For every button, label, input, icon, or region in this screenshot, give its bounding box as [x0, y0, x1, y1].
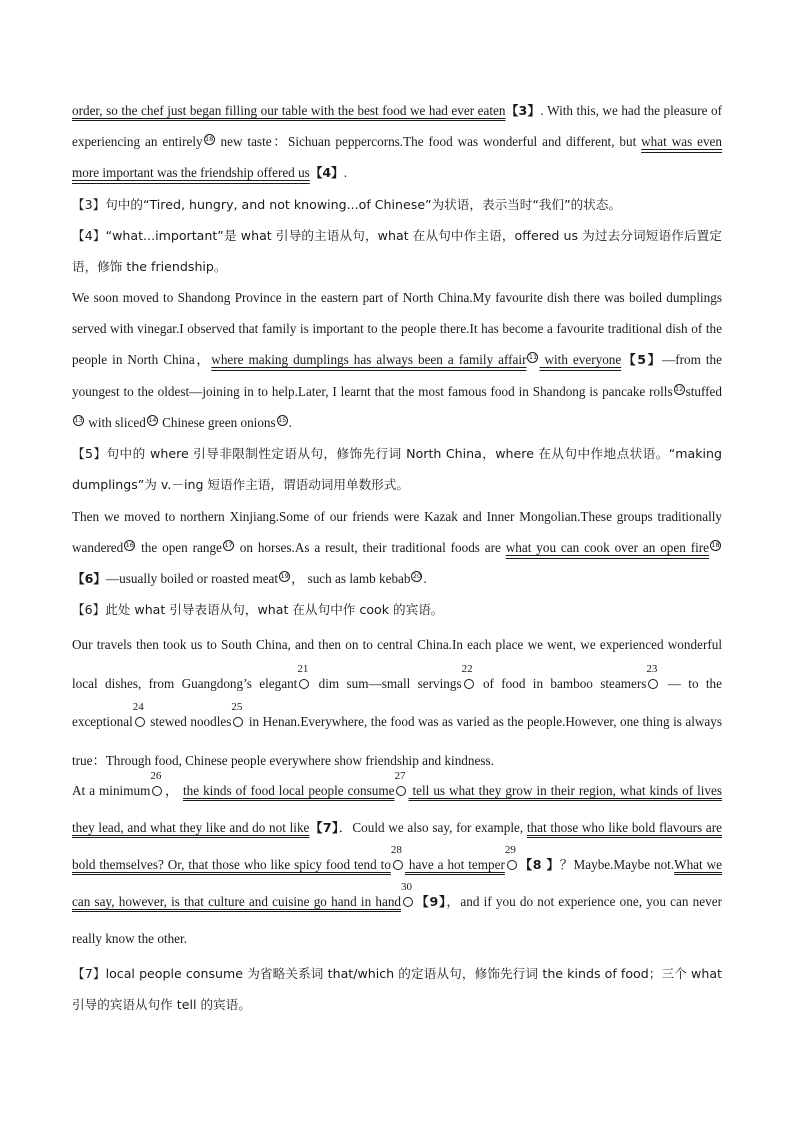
underlined-sentence: the kinds of food local people consume: [182, 783, 395, 798]
footnote-circle-marker: 18: [711, 541, 720, 550]
reference-marker: 【9】: [415, 894, 447, 909]
text-run: new taste：Sichuan peppercorns.The food was wonderful and different, but: [215, 134, 642, 150]
underlined-sentence: what was even more important was the friendship offered us: [72, 134, 722, 181]
footnote-circle-marker: 18: [205, 135, 214, 144]
marker-circle: [152, 786, 162, 796]
reference-marker: 【7】: [309, 820, 339, 835]
marker-circle: [403, 897, 413, 907]
footnote-circle-marker: 19: [280, 572, 289, 581]
numbered-circle-marker: [390, 844, 404, 871]
numbered-circle-marker: [150, 770, 163, 797]
text-run: .: [288, 414, 292, 430]
text-run: stewed noodles: [146, 714, 232, 729]
underlined-sentence: have a hot temper: [404, 857, 505, 872]
text-run: dim sum—small servings: [311, 675, 462, 691]
footnote-circle-marker: 17: [224, 541, 233, 550]
marker-number: 30: [401, 881, 413, 893]
annotation-note-4: 【4】“what...important”是 what 引导的主语从句，what 在从句中作主语，offered us 为过去分词短语作后置定语，修饰 the friendship。: [72, 228, 722, 275]
passage-paragraph-1: [72, 95, 722, 189]
numbered-circle-marker: [394, 770, 407, 797]
text-run: . With this, we had the pleasure of experiencing an entirely: [72, 103, 722, 150]
marker-number: 26: [150, 770, 162, 782]
marker-number: 28: [390, 844, 402, 856]
underlined-sentence: where making dumplings has always been a family affair: [211, 352, 527, 368]
footnote-circle-marker: 12: [674, 384, 684, 393]
reference-marker: 【5】: [621, 352, 663, 368]
annotation-note-3: 【3】句中的“Tired, hungry, and not knowing...of Chinese”为状语，表示当时“我们”的状态。: [72, 197, 621, 212]
marker-number: 21: [297, 662, 309, 675]
marker-circle: [233, 717, 243, 727]
marker-number: 24: [132, 701, 144, 713]
marker-circle: [396, 786, 406, 796]
footnote-circle-marker: 20: [412, 572, 422, 581]
footnote-circle-marker: 14: [148, 415, 157, 424]
text-run: ，: [164, 783, 183, 798]
text-run: on horses.As a result, their traditional foods are: [234, 540, 506, 556]
text-run: with sliced: [85, 414, 146, 430]
text-run: Our travels then took us to South China, and then on to central China.In each place we went, we experienced wonderful local dishes, from Guangdong’s elegant: [72, 637, 722, 691]
reference-marker: 【4】: [309, 165, 344, 181]
text-run: — to the exceptional: [72, 675, 722, 729]
text-run: —from the youngest to the oldest—joining in to help.Later, I learnt that the most famous food in Shandong is pancake rolls: [72, 352, 722, 399]
underlined-sentence: What we can say, however, is that culture and cuisine go hand in hand: [72, 857, 723, 909]
passage-paragraph-4: [72, 626, 722, 780]
underlined-sentence: what you can cook over an open fire: [505, 540, 709, 556]
marker-number: 23: [646, 662, 658, 675]
underlined-sentence: order, so the chef just began filling our table with the best food we had ever eaten: [72, 103, 506, 118]
numbered-circle-marker: [297, 662, 310, 690]
marker-circle: [299, 679, 309, 689]
reference-marker: 【3】: [505, 103, 541, 118]
numbered-circle-marker: [646, 662, 659, 690]
text-run: Chinese green onions: [158, 414, 276, 430]
marker-number: 29: [504, 844, 516, 856]
footnote-circle-marker: 16: [125, 541, 134, 550]
marker-circle: [648, 679, 658, 689]
underlined-sentence: that those who like bold flavours are bold themselves? Or, that those who like spicy food tend to: [72, 820, 722, 872]
numbered-circle-marker: [401, 881, 414, 908]
text-run: ？Maybe.Maybe not.: [559, 857, 675, 872]
text-run: .: [423, 571, 427, 587]
annotation-note-5: 【5】句中的 where 引导非限制性定语从句，修饰先行词 North China，where 在从句中作地点状语。“making dumplings”为 v.－ing 短语作主语，谓语动词用单数形式。: [72, 446, 722, 493]
text-run: We soon moved to Shandong Province in the eastern part of North China.My favourite dish there was boiled dumplings served with vinegar.I observed that family is important to the people there.It has become a favourite traditional dish of the people in North China，: [72, 290, 722, 368]
numbered-circle-marker: [504, 844, 518, 871]
marker-circle: [393, 860, 403, 870]
numbered-circle-marker: [132, 701, 146, 728]
footnote-circle-marker: 11: [528, 353, 538, 362]
marker-number: 27: [394, 770, 406, 782]
text-run: of food in bamboo steamers: [475, 675, 647, 691]
text-run: .: [343, 165, 348, 181]
footnote-circle-marker: 13: [74, 415, 83, 424]
text-run: stuffed: [685, 383, 722, 399]
reference-marker: 【6】: [72, 571, 106, 587]
underlined-sentence: with everyone: [539, 352, 622, 368]
numbered-circle-marker: [461, 662, 475, 690]
text-run: Then we moved to northern Xinjiang.Some of our friends were Kazak and Inner Mongolian.These groups traditionally wandered: [72, 509, 722, 556]
text-run: At a minimum: [72, 783, 151, 798]
marker-circle: [464, 679, 474, 689]
annotation-note-7: 【7】local people consume 为省略关系词 that/which 的定语从句，修饰先行词 the kinds of food；三个 what 引导的宾语从句作 tell 的宾语。: [72, 966, 722, 1013]
text-run: the open range: [136, 540, 222, 556]
text-run: —usually boiled or roasted meat: [105, 571, 279, 587]
marker-number: 25: [231, 701, 243, 713]
reference-marker: 【8 】: [518, 857, 560, 872]
text-run: ，and if you do not experience one, you can never really know the other.: [72, 894, 722, 946]
passage-paragraph-3: [72, 501, 722, 595]
footnote-circle-marker: 15: [278, 415, 287, 424]
passage-paragraph-2: [72, 282, 722, 438]
passage-paragraph-5: [72, 772, 722, 957]
marker-circle: [135, 717, 145, 727]
marker-number: 22: [461, 662, 473, 675]
text-run: ．Could we also say, for example,: [338, 820, 527, 835]
marker-circle: [507, 860, 517, 870]
text-run: ， such as lamb kebab: [291, 571, 411, 587]
annotation-note-6: 【6】此处 what 引导表语从句，what 在从句中作 cook 的宾语。: [72, 602, 444, 617]
numbered-circle-marker: [231, 701, 244, 728]
underlined-sentence: tell us what they grow in their region, what kinds of lives they lead, and what they like and do not like: [72, 783, 723, 835]
text-run: in Henan.Everywhere, the food was as varied as the people.However, one thing is always true：Through food, Chinese people everywhere show friendship and kindness.: [72, 714, 722, 768]
